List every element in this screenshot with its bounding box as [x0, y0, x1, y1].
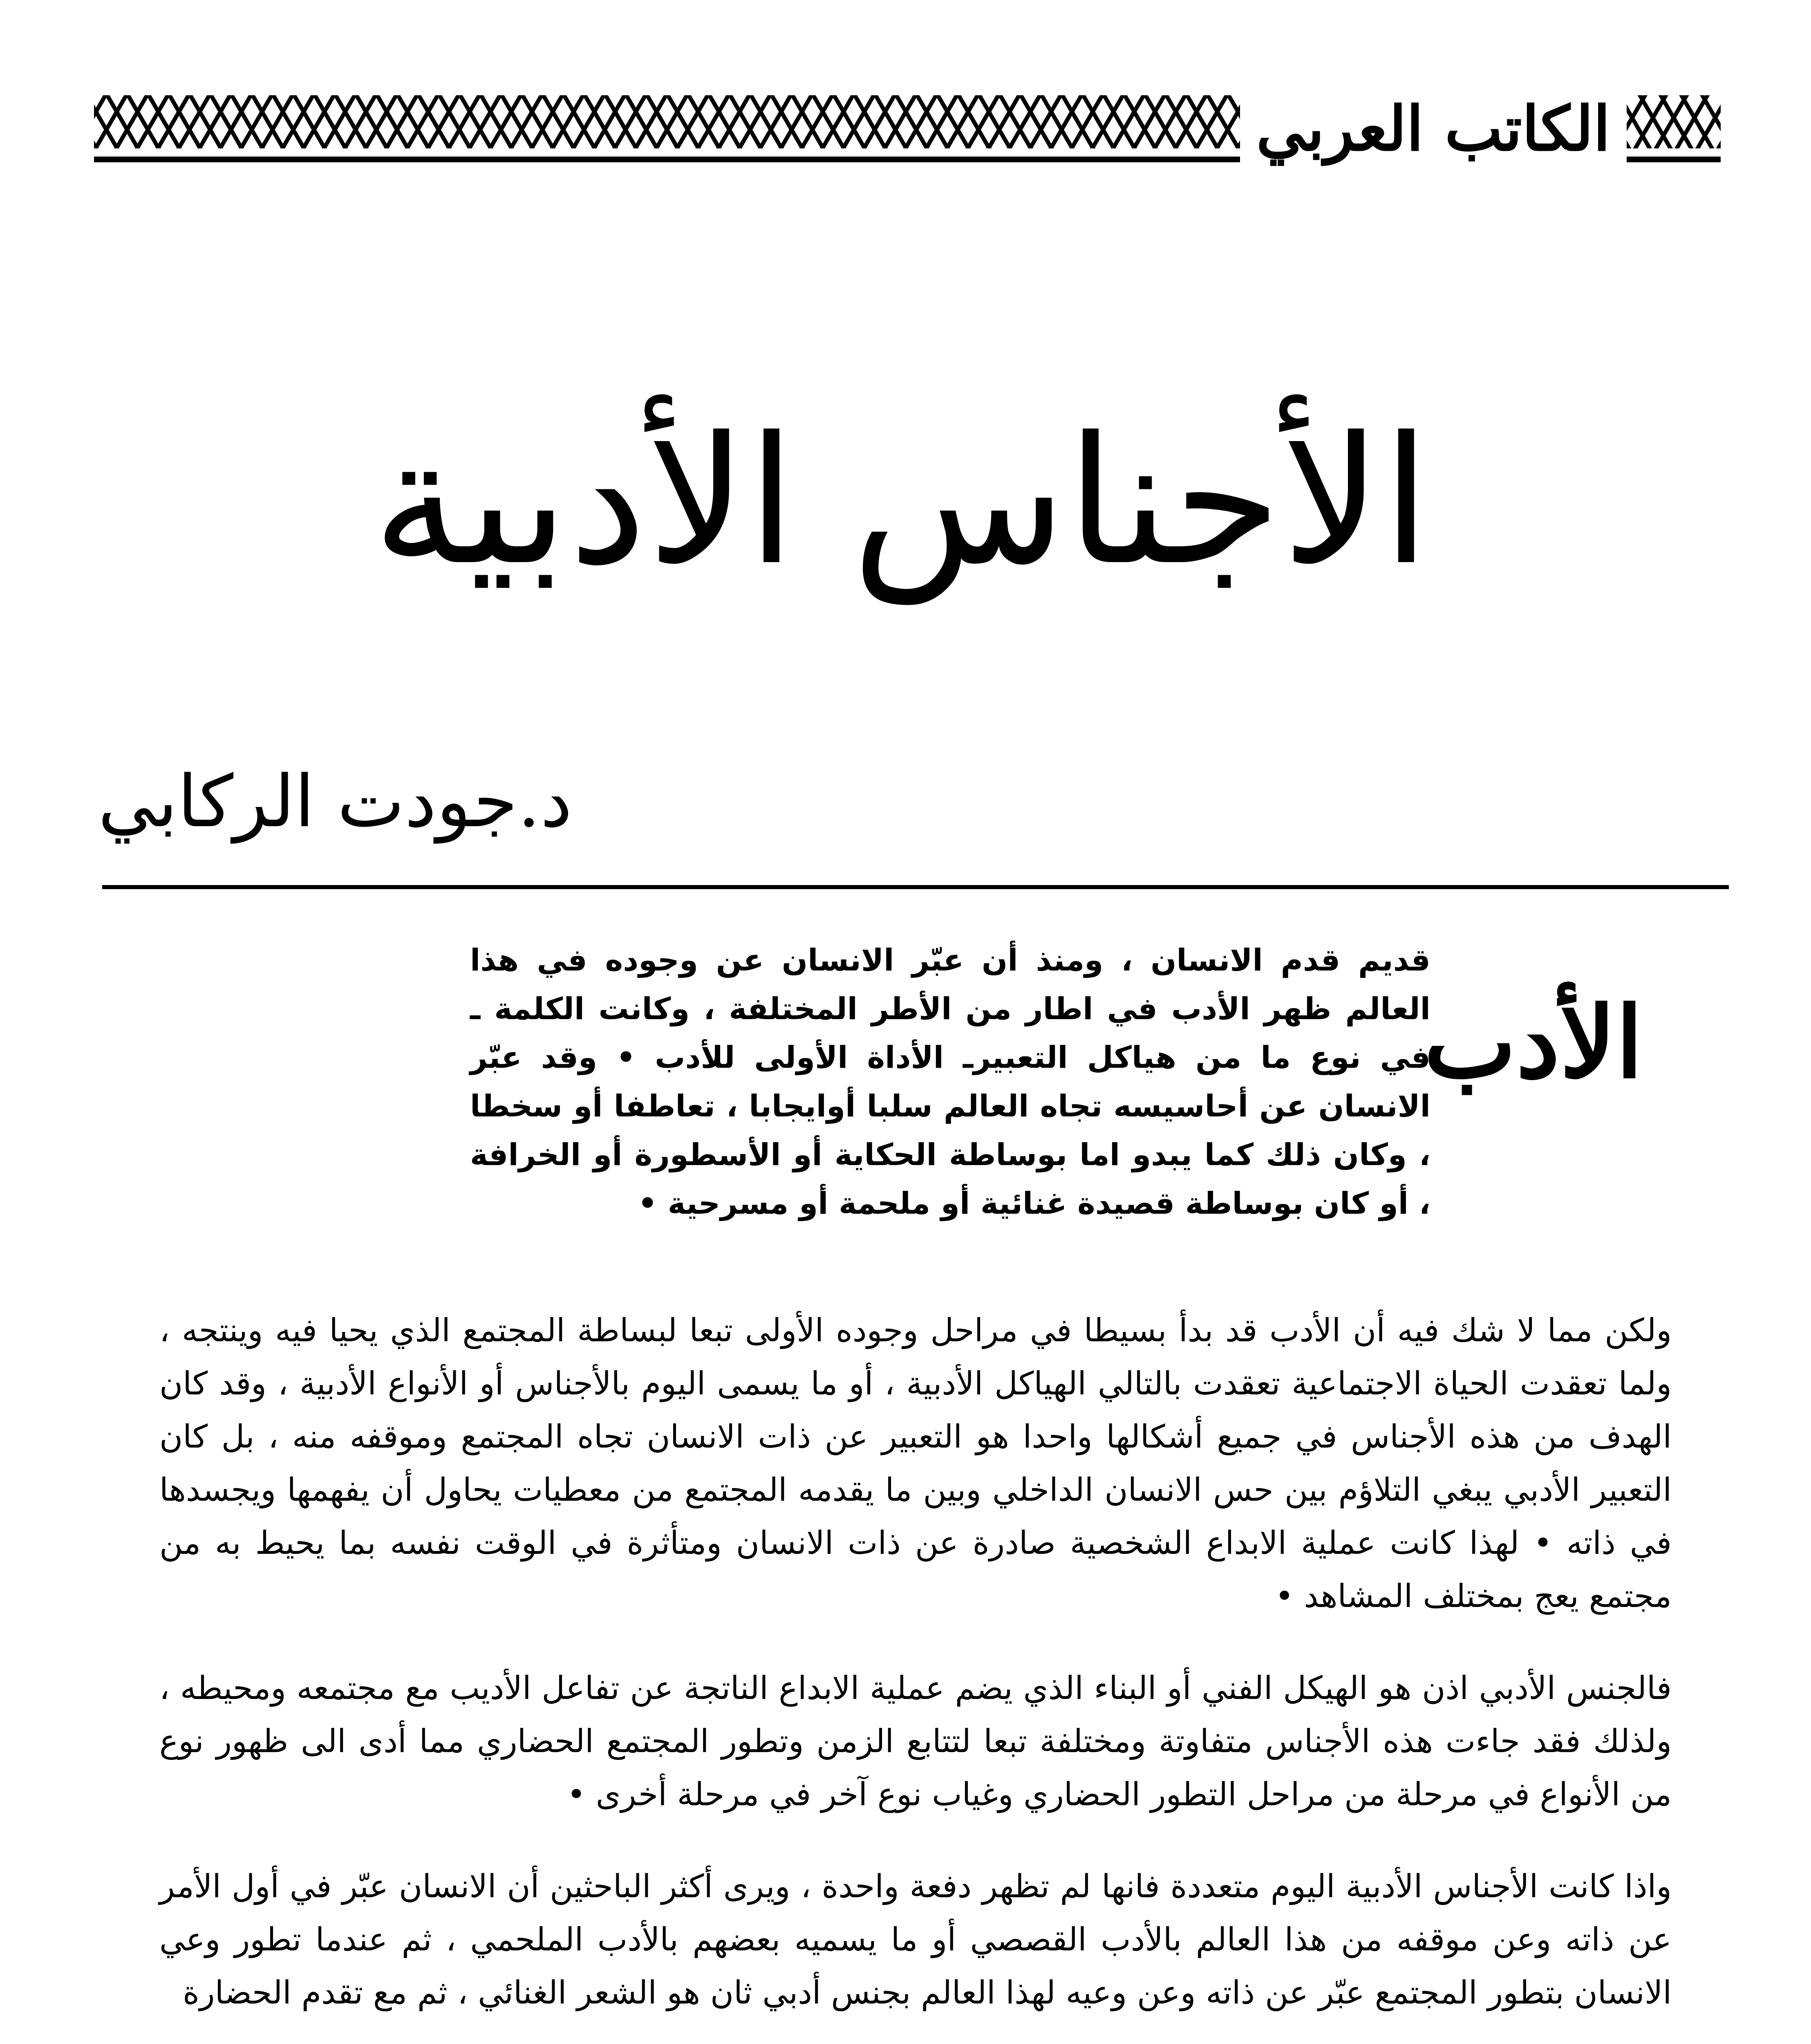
header-divider: [102, 885, 1729, 889]
author-name: د.جودت الركابي: [98, 760, 572, 843]
lead-paragraph: قديم قدم الانسان ، ومنذ أن عبّر الانسان عن وجوده في هذا العالم ظهر الأدب في اطار من الأطر المختلفة ، وكانت الكلمة ـ في نوع ما من هياكل التعبيرـ الأداة الأولى للأدب • وقد عبّر الانسان عن أحاسيسه تجاه العالم سلبا أوايجابا ، تعاطفا أو سخطا ، وكان ذلك كما يبدو اما بوساطة الحكاية أو الأسطورة أو الخرافة ، أو كان بوساطة قصيدة غنائية أو ملحمة أو مسرحية •: [470, 943, 1430, 1221]
masthead-ornament-left: [94, 95, 1240, 162]
lead-section: [470, 936, 1643, 1275]
article-title: الأجناس الأدبية: [372, 399, 1430, 604]
lead-drop-word: الأدب: [1424, 985, 1643, 1100]
masthead-title: الكاتب العربي: [1256, 93, 1610, 165]
masthead-ornament-right: [1627, 95, 1721, 162]
body-paragraph-2: فالجنس الأدبي اذن هو الهيكل الفني أو البناء الذي يضم عملية الابداع الناتجة عن تفاعل الأديب مع مجتمعه ومحيطه ، ولذلك فقد جاءت هذه الأجناس متفاوتة ومختلفة تبعا لتتابع الزمن وتطور المجتمع الحضاري مما أدى الى ظهور نوع من الأنواع في مرحلة من مراحل التطور الحضاري وغياب نوع آخر في مرحلة أخرى •: [159, 1670, 1672, 1813]
masthead: [94, 86, 1721, 172]
body-paragraph-3: واذا كانت الأجناس الأدبية اليوم متعددة فانها لم تظهر دفعة واحدة ، ويرى أكثر الباحثين أن الانسان عبّر في أول الأمر عن ذاته وعن موقفه من هذا العالم بالأدب القصصي أو ما يسميه بعضهم بالأدب الملحمي ، ثم عندما تطور وعي الانسان بتطور المجتمع عبّر عن ذاته وعن وعيه لهذا العالم بجنس أدبي ثان هو الشعر الغنائي ، ثم مع تقدم الحضارة: [159, 1868, 1672, 2011]
body-paragraph-1: ولكن مما لا شك فيه أن الأدب قد بدأ بسيطا في مراحل وجوده الأولى تبعا لبساطة المجتمع الذي يحيا فيه وينتجه ، ولما تعقدت الحياة الاجتماعية تعقدت بالتالي الهياكل الأدبية ، أو ما يسمى اليوم بالأجناس أو الأنواع الأدبية ، وقد كان الهدف من هذه الأجناس في جميع أشكالها واحدا هو التعبير عن ذات الانسان تجاه المجتمع وموقفه منه ، بل كان التعبير الأدبي يبغي التلاؤم بين حس الانسان الداخلي وبين ما يقدمه المجتمع من معطيات يحاول أن يفهمها ويجسدها في ذاته • لهذا كانت عملية الابداع الشخصية صادرة عن ذات الانسان ومتأثرة في الوقت نفسه بما يحيط به من مجتمع يعج بمختلف المشاهد •: [159, 1312, 1672, 1615]
article-body: [159, 1304, 1672, 2019]
